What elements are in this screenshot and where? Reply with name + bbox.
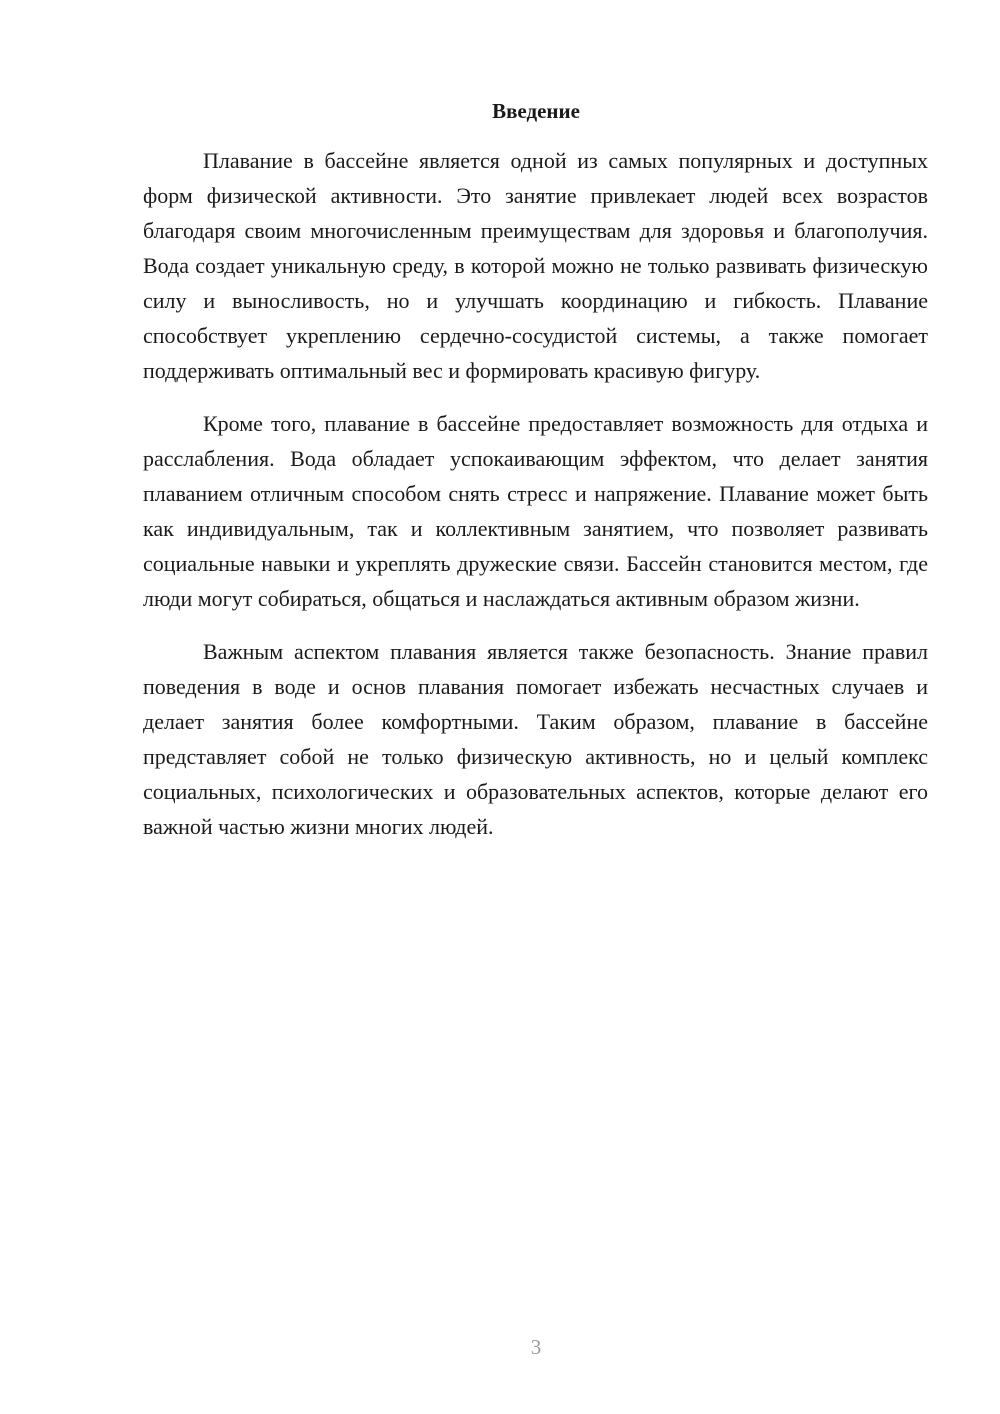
page-number: 3 [530,1335,542,1359]
paragraph-2: Кроме того, плавание в бассейне предоставляет возможность для отдыха и расслабления. Вода обладает успокаивающим эффектом, что делает занятия плаванием отличным способом снять стресс и напряжение. Плавание может быть как индивидуальным, так и коллективным занятием, что позволяет развивать социальные навыки и укреплять дружеские связи. Бассейн становится местом, где люди могут собираться, общаться и наслаждаться активным образом жизни. [143,411,928,611]
paragraph-1: Плавание в бассейне является одной из самых популярных и доступных форм физической активности. Это занятие привлекает людей всех возрастов благодаря своим многочисленным преимуществам для здоровья и благополучия. Вода создает уникальную среду, в которой можно не только развивать физическую силу и выносливость, но и улучшать координацию и гибкость. Плавание способствует укреплению сердечно-сосудистой системы, а также помогает поддерживать оптимальный вес и формировать красивую фигуру. [143,148,928,383]
section-heading: Введение [492,99,580,123]
document-body [143,143,928,862]
paragraph-3: Важным аспектом плавания является также безопасность. Знание правил поведения в воде и основ плавания помогает избежать несчастных случаев и делает занятия более комфортными. Таким образом, плавание в бассейне представляет собой не только физическую активность, но и целый комплекс социальных, психологических и образовательных аспектов, которые делают его важной частью жизни многих людей. [143,639,928,839]
